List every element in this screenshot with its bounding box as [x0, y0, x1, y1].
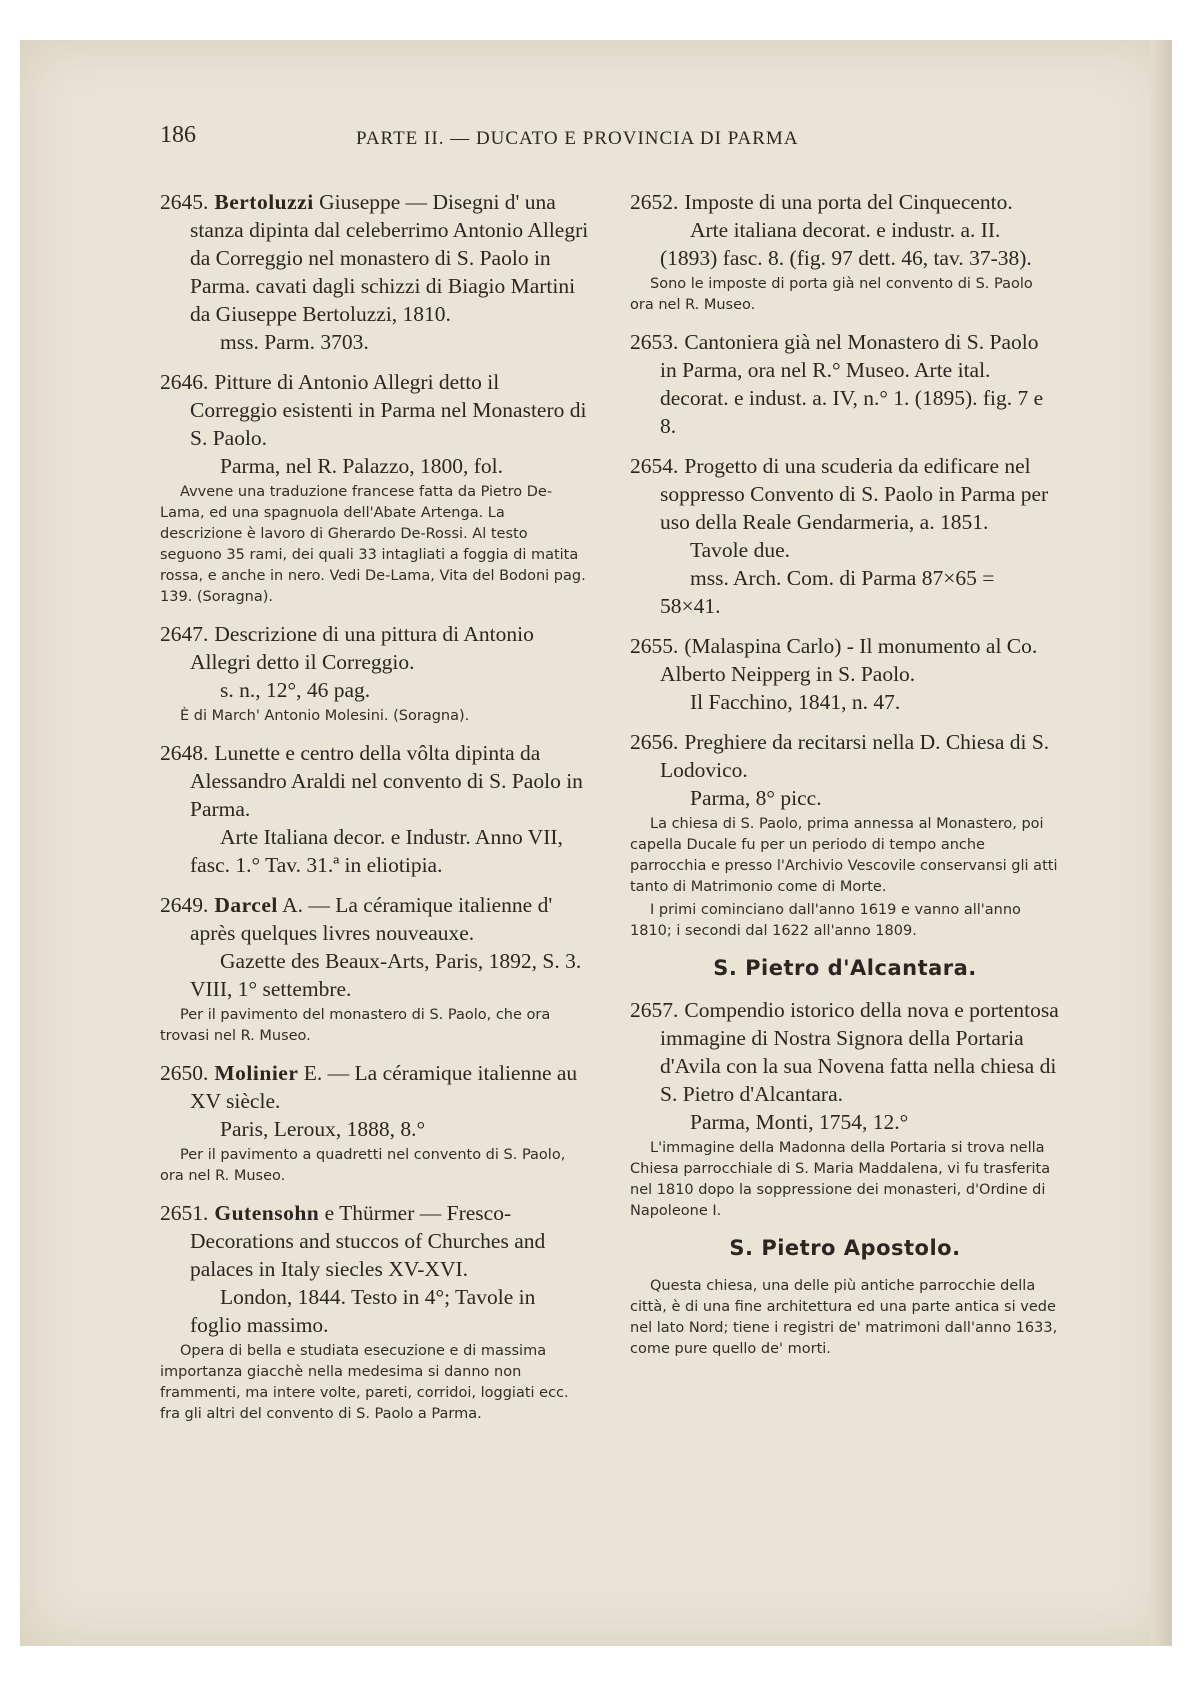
entry-number: 2650.: [160, 1061, 209, 1085]
entry-imprint: Il Facchino, 1841, n. 47.: [690, 690, 901, 714]
section-heading-pietro-alcantara: S. Pietro d'Alcantara.: [713, 956, 977, 980]
entry-imprint: Parma, nel R. Palazzo, 1800, fol.: [220, 454, 504, 478]
entry-title: Preghiere da recitarsi nella D. Chiesa di S. Lodovico.: [660, 730, 1050, 782]
entry-imprint: s. n., 12°, 46 pag.: [220, 678, 371, 702]
entry-2648: [160, 739, 590, 879]
entry-author: Molinier: [214, 1061, 299, 1085]
entry-number: 2645.: [160, 190, 209, 214]
page-number: 186: [160, 122, 196, 148]
entry-title: A. — La céramique italienne d' après quelques livres nouveauxe.: [190, 893, 553, 945]
entry-number: 2651.: [160, 1201, 209, 1225]
entry-title: Pitture di Antonio Allegri detto il Correggio esistenti in Parma nel Monastero di S. Paolo.: [190, 370, 587, 450]
entry-2646: [160, 368, 590, 608]
entry-note: Opera di bella e studiata esecuzione e di massima importanza giacchè nella medesima si danno non frammenti, ma intere volte, pareti, corridoi, loggiati ecc. fra gli altri del convento di S. Paolo a Parma.: [160, 1343, 569, 1422]
entry-title: E. — La céramique italienne au XV siècle.: [190, 1061, 578, 1113]
entry-note: L'immagine della Madonna della Portaria si trova nella Chiesa parrocchiale di S. Maria Maddalena, vi fu trasferita nel 1810 dopo la soppressione dei monasteri, d'Ordine di Napoleone I.: [630, 1140, 1051, 1219]
entry-number: 2648.: [160, 741, 209, 765]
entry-number: 2646.: [160, 370, 209, 394]
entry-note: Per il pavimento a quadretti nel convento di S. Paolo, ora nel R. Museo.: [160, 1147, 566, 1184]
entry-title: Compendio istorico della nova e portentosa immagine di Nostra Signora della Portaria d'Avila con la sua Novena fatta nella chiesa di S. Pietro d'Alcantara.: [660, 998, 1059, 1106]
entry-title: Lunette e centro della vôlta dipinta da Alessandro Araldi nel convento di S. Paolo in Parma.: [190, 741, 583, 821]
entry-note: È di March' Antonio Molesini. (Soragna).: [180, 708, 470, 724]
entry-imprint: Parma, 8° picc.: [690, 786, 822, 810]
left-column: [160, 188, 590, 1437]
right-column: [630, 188, 1060, 1360]
entry-number: 2656.: [630, 730, 679, 754]
entry-2652: [630, 188, 1060, 316]
entry-author: Gutensohn: [214, 1201, 320, 1225]
entry-title: Descrizione di una pittura di Antonio Allegri detto il Correggio.: [190, 622, 534, 674]
entry-note: Sono le imposte di porta già nel convento di S. Paolo ora nel R. Museo.: [630, 276, 1033, 313]
entry-2650: [160, 1059, 590, 1187]
entry-2654: [630, 452, 1060, 620]
entry-2657: [630, 996, 1060, 1222]
entry-imprint-secondary: mss. Arch. Com. di Parma 87×65 = 58×41.: [660, 566, 995, 618]
entry-2647: [160, 620, 590, 727]
entry-title: Cantoniera già nel Monastero di S. Paolo in Parma, ora nel R.° Museo. Arte ital. decorat. e indust. a. IV, n.° 1. (1895). fig. 7 e 8.: [660, 330, 1044, 438]
entry-title: (Malaspina Carlo) - Il monumento al Co. Alberto Neipperg in S. Paolo.: [660, 634, 1038, 686]
entry-2651: [160, 1199, 590, 1425]
entry-imprint: Paris, Leroux, 1888, 8.°: [220, 1117, 426, 1141]
entry-title: e Thürmer — Fresco-Decorations and stuccos of Churches and palaces in Italy siecles XV-XVI.: [190, 1201, 546, 1281]
entry-number: 2649.: [160, 893, 209, 917]
entry-title: Giuseppe — Disegni d' una stanza dipinta dal celeberrimo Antonio Allegri da Correggio nel monastero di S. Paolo in Parma. cavati dagli schizzi di Biagio Martini da Giuseppe Bertoluzzi, 1810.: [190, 190, 589, 326]
entry-imprint: Arte italiana decorat. e industr. a. II. (1893) fasc. 8. (fig. 97 dett. 46, tav. 37-38).: [660, 218, 1032, 270]
entry-note: Per il pavimento del monastero di S. Paolo, che ora trovasi nel R. Museo.: [160, 1007, 551, 1044]
entry-2653: [630, 328, 1060, 440]
entry-2655: [630, 632, 1060, 716]
entry-2645: [160, 188, 590, 356]
entry-number: 2652.: [630, 190, 679, 214]
entry-author: Darcel: [214, 893, 278, 917]
entry-number: 2647.: [160, 622, 209, 646]
entry-number: 2655.: [630, 634, 679, 658]
section-note: Questa chiesa, una delle più antiche parrocchie della città, è di una fine architettura ed una parte antica si vede nel lato Nord; tiene i registri de' matrimoni dall'anno 1633, come pure quello de' morti.: [630, 1278, 1058, 1357]
entry-note: La chiesa di S. Paolo, prima annessa al Monastero, poi capella Ducale fu per un periodo di tempo anche parrocchia e presso l'Archivio Vescovile conservansi gli atti tanto di Matrimonio come di Morte.: [630, 816, 1058, 895]
entry-2656: [630, 728, 1060, 942]
entry-note: I primi cominciano dall'anno 1619 e vanno all'anno 1810; i secondi dal 1622 all'anno 1809.: [630, 902, 1021, 939]
entry-title: Imposte di una porta del Cinquecento.: [684, 190, 1013, 214]
entry-imprint: Gazette des Beaux-Arts, Paris, 1892, S. 3. VIII, 1° settembre.: [190, 949, 582, 1001]
running-title: PARTE II. — DUCATO E PROVINCIA DI PARMA: [356, 128, 799, 149]
entry-author: Bertoluzzi: [214, 190, 314, 214]
entry-number: 2654.: [630, 454, 679, 478]
entry-title: Progetto di una scuderia da edificare nel soppresso Convento di S. Paolo in Parma per uso della Reale Gendarmeria, a. 1851.: [660, 454, 1049, 534]
entry-imprint: Arte Italiana decor. e Industr. Anno VII, fasc. 1.° Tav. 31.ª in eliotipia.: [190, 825, 563, 877]
entry-note: Avvene una traduzione francese fatta da Pietro De-Lama, ed una spagnuola dell'Abate Artenga. La descrizione è lavoro di Gherardo De-Rossi. Al testo seguono 35 rami, dei quali 33 intagliati a foggia di matita rossa, e anche in nero. Vedi De-Lama, Vita del Bodoni pag. 139. (Soragna).: [160, 484, 586, 605]
section-heading-pietro-apostolo: S. Pietro Apostolo.: [729, 1236, 961, 1260]
entry-imprint: Tavole due.: [690, 538, 790, 562]
page-spine-edge: [1150, 40, 1172, 1646]
entry-number: 2653.: [630, 330, 679, 354]
entry-2649: [160, 891, 590, 1047]
entry-imprint: Parma, Monti, 1754, 12.°: [690, 1110, 909, 1134]
entry-number: 2657.: [630, 998, 679, 1022]
entry-imprint: London, 1844. Testo in 4°; Tavole in foglio massimo.: [190, 1285, 536, 1337]
entry-imprint: mss. Parm. 3703.: [220, 330, 369, 354]
